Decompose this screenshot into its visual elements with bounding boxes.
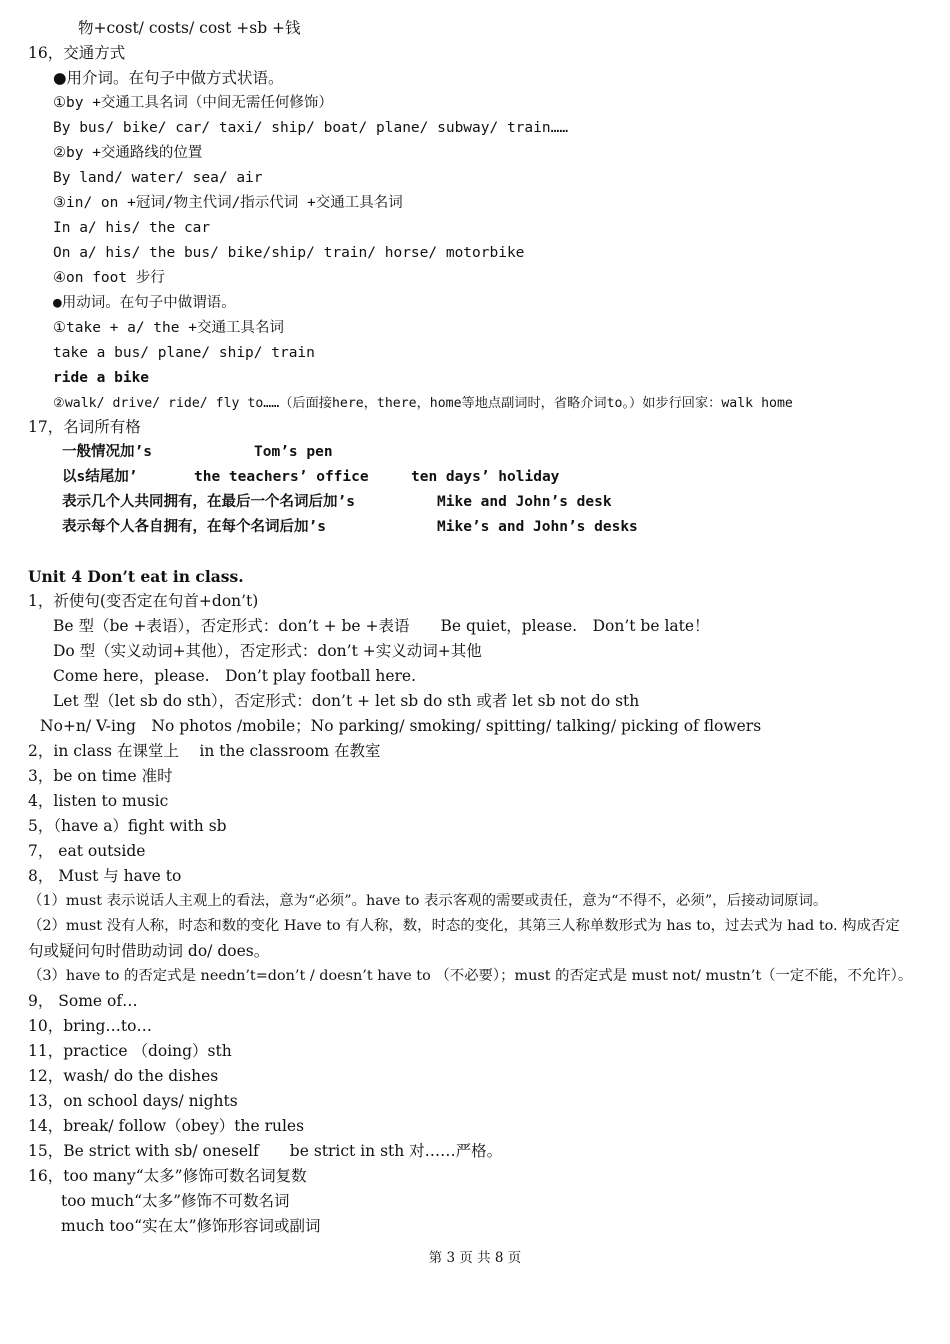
text-line: 1，祈使句(变否定在句首+don’t) xyxy=(28,592,259,610)
rule-text: 表示几个人共同拥有，在 xyxy=(62,494,222,510)
text-line: ●用介词。在句子中做方式状语。 xyxy=(53,69,284,87)
rule-text: 一般情况加’s xyxy=(62,444,152,460)
unit-title: Unit 4 Don’t eat in class. xyxy=(28,567,244,586)
rule-text: 后加’s xyxy=(279,519,326,535)
text-line: take a bus/ plane/ ship/ train xyxy=(53,345,315,361)
possessive-row xyxy=(62,490,355,515)
possessive-row xyxy=(62,515,326,540)
text-line: ride a bike xyxy=(53,370,150,386)
text-line: ④on foot 步行 xyxy=(53,270,165,286)
text-line: 7， eat outside xyxy=(28,842,146,860)
text-line: Let 型（let sb do sth），否定形式：don’t + let sb do sth 或者 let sb not do sth xyxy=(53,692,640,710)
text-line: By land/ water/ sea/ air xyxy=(53,170,263,186)
emphasis-text: 每个名词 xyxy=(221,519,280,535)
text-line: ②by +交通路线的位置 xyxy=(53,145,203,161)
text-line: 16，too many“太多”修饰可数名词复数 xyxy=(28,1167,307,1185)
text-line: 物+cost/ costs/ cost +sb +钱 xyxy=(78,19,301,37)
text-line: 11，practice （doing）sth xyxy=(28,1042,232,1060)
text-line: （3）have to 的否定式是 needn’t=don’t / doesn’t have to （不必要）；must 的否定式是 must not/ mustn’t（一定不能，不允许）。 xyxy=(28,968,913,984)
text-line: （1）must 表示说话人主观上的看法，意为“必须”。have to 表示客观的需要或责任，意为“不得不，必须”，后接动词原词。 xyxy=(28,893,828,909)
text-line: By bus/ bike/ car/ taxi/ ship/ boat/ plane/ subway/ train…… xyxy=(53,120,569,136)
possessive-row xyxy=(62,440,152,465)
rule-text: 表示每个人各自拥有，在 xyxy=(62,519,222,535)
text-line: 15，Be strict with sb/ oneself be strict in sth 对……严格。 xyxy=(28,1142,503,1160)
text-line: Do 型（实义动词+其他），否定形式：don’t +实义动词+其他 xyxy=(53,642,482,660)
text-line: No+n/ V-ing No photos /mobile；No parking/ smoking/ spitting/ talking/ picking of flowers xyxy=(40,717,762,735)
text-line: 3，be on time 准时 xyxy=(28,767,173,785)
rule-text: 后加’s xyxy=(308,494,355,510)
example-text: Mike’s and John’s desks xyxy=(437,519,638,535)
text-line: （2）must 没有人称，时态和数的变化 Have to 有人称，数，时态的变化，其第三人称单数形式为 has to，过去式为 had to. 构成否定 xyxy=(28,918,900,934)
text-line: 12，wash/ do the dishes xyxy=(28,1067,219,1085)
section-heading: 16，交通方式 xyxy=(28,44,126,62)
text-line: On a/ his/ the bus/ bike/ship/ train/ horse/ motorbike xyxy=(53,245,525,261)
section-heading: 17，名词所有格 xyxy=(28,418,141,436)
text-line: Be 型（be +表语），否定形式：don’t + be +表语 Be quiet，please. Don’t be late！ xyxy=(53,617,710,635)
text-line: 14，break/ follow（obey）the rules xyxy=(28,1117,305,1135)
text-line: 句或疑问句时借助动词 do/ does。 xyxy=(28,942,270,960)
page-number: 第 3 页 共 8 页 xyxy=(428,1250,522,1266)
text-line: 5，（have a）fight with sb xyxy=(28,817,227,835)
text-line: ●用动词。在句子中做谓语。 xyxy=(53,295,236,311)
text-line: ②walk/ drive/ ride/ fly to……（后面接here，there，home等地点副词时，省略介词to。）如步行回家：walk home xyxy=(53,396,793,411)
text-line: In a/ his/ the car xyxy=(53,220,211,236)
text-line: 2，in class 在课堂上 in the classroom 在教室 xyxy=(28,742,381,760)
emphasis-text: 最后一个名词 xyxy=(221,494,309,510)
text-line: ③in/ on +冠词/物主代词/指示代词 +交通工具名词 xyxy=(53,195,403,211)
text-line: much too“实在太”修饰形容词或副词 xyxy=(61,1217,321,1235)
text-line: 13，on school days/ nights xyxy=(28,1092,238,1110)
text-line: Come here，please. Don’t play football here. xyxy=(53,667,417,685)
text-line: 9， Some of… xyxy=(28,992,138,1010)
text-line: 8， Must 与 have to xyxy=(28,867,182,885)
text-line: ①by +交通工具名词（中间无需任何修饰） xyxy=(53,95,333,111)
rule-text: 以s结尾加’ xyxy=(62,469,138,485)
text-line: 4，listen to music xyxy=(28,792,169,810)
example-text: Tom’s pen xyxy=(254,444,333,460)
example-text: the teachers’ office xyxy=(194,469,369,485)
text-line: 10，bring…to… xyxy=(28,1017,152,1035)
example-text: ten days’ holiday xyxy=(411,469,560,485)
text-line: ①take + a/ the +交通工具名词 xyxy=(53,320,284,336)
text-line: too much“太多”修饰不可数名词 xyxy=(61,1192,290,1210)
example-text: Mike and John’s desk xyxy=(437,494,612,510)
